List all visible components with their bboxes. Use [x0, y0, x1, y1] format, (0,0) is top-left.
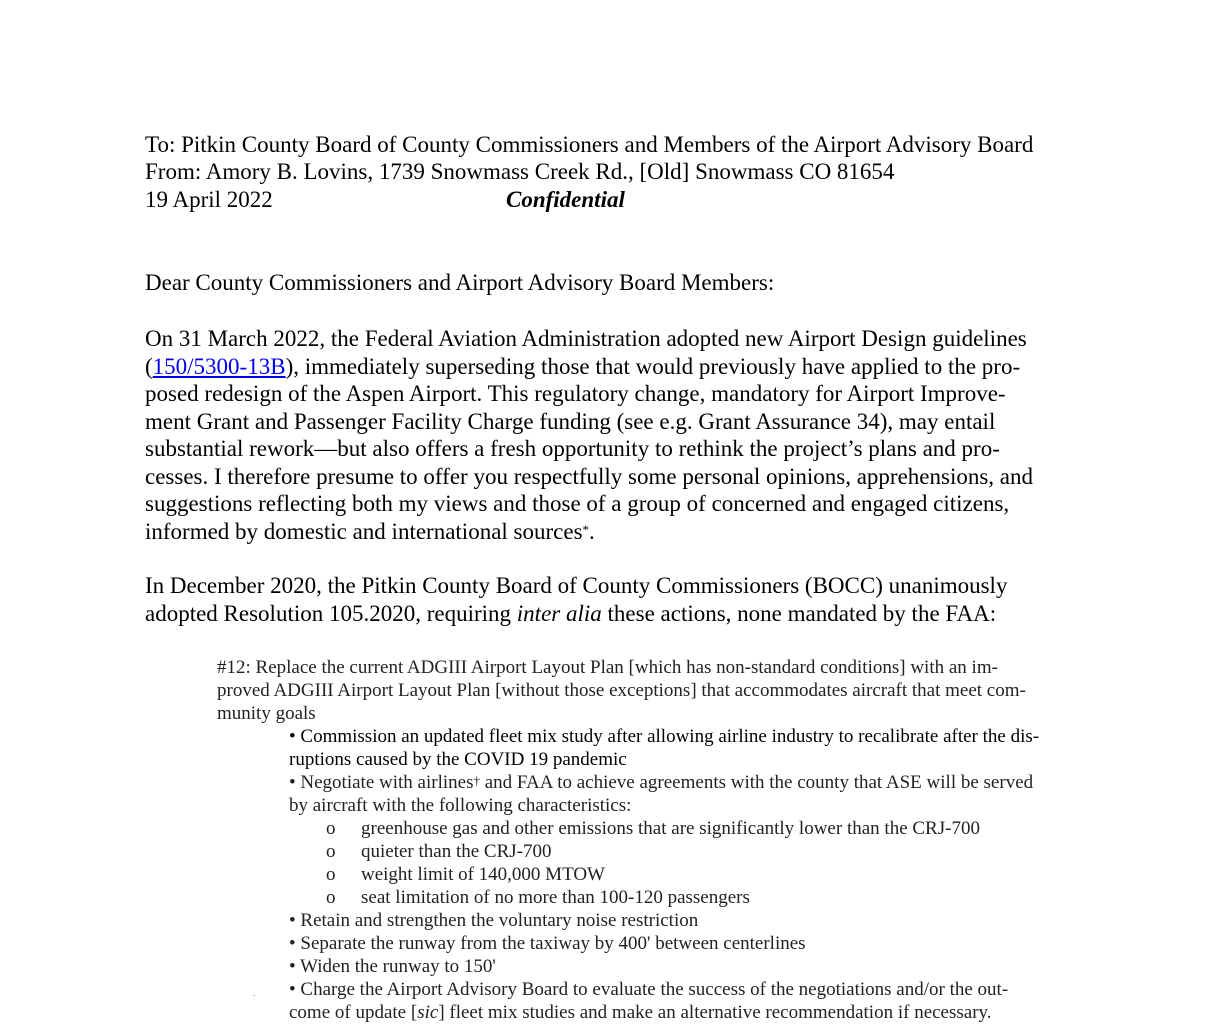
sub-bullet [326, 817, 980, 840]
paragraph-1-line: ment Grant and Passenger Facility Charge funding (see e.g. Grant Assurance 34), may entail [145, 408, 996, 434]
paragraph-1-text: informed by domestic and international sources [145, 518, 583, 544]
bullet-text: and FAA to achieve agreements with the county that ASE will be served [479, 772, 1034, 793]
sub-bullet-text: greenhouse gas and other emissions that are significantly lower than the CRJ-700 [361, 818, 980, 839]
bullet-text: come of update [ [289, 1002, 418, 1023]
margin-dot: . [253, 988, 256, 999]
paragraph-2-line: In December 2020, the Pitkin County Board of County Commissioners (BOCC) unanimously [145, 573, 1008, 598]
paragraph-1-line [145, 518, 1080, 546]
paren-open: ( [145, 353, 153, 379]
quote-line: proved ADGIII Airport Layout Plan [without those exceptions] that accommodates aircraft that meet com- [217, 680, 1026, 701]
circle-bullet-icon: o [326, 841, 336, 862]
circle-bullet-icon: o [326, 818, 336, 839]
bullet-item-cont: ruptions caused by the COVID 19 pandemic [289, 749, 627, 770]
sub-bullet-text: weight limit of 140,000 MTOW [361, 864, 605, 885]
latin-phrase: inter alia [516, 600, 602, 626]
sub-bullet [326, 863, 605, 886]
bullet-item: • Retain and strengthen the voluntary noise restriction [289, 910, 699, 931]
period: . [589, 518, 595, 544]
quote-line: munity goals [217, 703, 316, 724]
guideline-link[interactable]: 150/5300-13B [152, 353, 286, 379]
sub-bullet [326, 840, 552, 863]
circle-bullet-icon: o [326, 864, 336, 885]
sub-bullet [326, 886, 750, 909]
paragraph-1-line: On 31 March 2022, the Federal Aviation Administration adopted new Airport Design guidelines [145, 326, 1027, 351]
bullet-text: ] fleet mix studies and make an alternative recommendation if necessary. [438, 1002, 992, 1023]
sub-bullet-text: quieter than the CRJ-700 [361, 841, 552, 862]
paragraph-2-text: these actions, none mandated by the FAA: [601, 600, 997, 626]
bullet-item: • Widen the runway to 150' [289, 956, 496, 977]
bullet-item-cont: by aircraft with the following characteristics: [289, 795, 632, 816]
paragraph-1-text: ), immediately superseding those that would previously have applied to the pro- [285, 353, 1021, 379]
memo-to-line: To: Pitkin County Board of County Commissioners and Members of the Airport Advisory Board [145, 132, 1034, 157]
paragraph-1-line: cesses. I therefore presume to offer you respectfully some personal opinions, apprehensions, and [145, 463, 1034, 489]
bullet-text: • Negotiate with airlines [289, 772, 474, 793]
footnote-marker: * [582, 521, 590, 537]
memo-date: 19 April 2022 [145, 187, 273, 212]
confidential-label: Confidential [506, 187, 625, 212]
paragraph-1-line [145, 353, 1080, 381]
quote-line: #12: Replace the current ADGIII Airport Layout Plan [which has non-standard conditions] with an im- [217, 657, 998, 678]
paragraph-1-line: suggestions reflecting both my views and those of a group of concerned and engaged citizens, [145, 491, 1010, 516]
sic-annotation: sic [417, 1002, 439, 1023]
bullet-item: • Separate the runway from the taxiway by 400' between centerlines [289, 933, 806, 954]
paragraph-2 [145, 572, 1080, 627]
sub-bullet-text: seat limitation of no more than 100-120 passengers [361, 887, 750, 908]
bullet-item: • Charge the Airport Advisory Board to evaluate the success of the negotiations and/or the out- [289, 979, 1009, 1000]
paragraph-1-line: posed redesign of the Aspen Airport. This regulatory change, mandatory for Airport Improve- [145, 381, 1006, 406]
salutation: Dear County Commissioners and Airport Advisory Board Members: [145, 270, 775, 295]
memo-from-line: From: Amory B. Lovins, 1739 Snowmass Creek Rd., [Old] Snowmass CO 81654 [145, 159, 895, 184]
paragraph-2-line [145, 600, 1080, 628]
circle-bullet-icon: o [326, 887, 336, 908]
dagger-footnote-marker: † [473, 773, 480, 788]
paragraph-1 [145, 325, 1080, 545]
bullet-item [289, 771, 1033, 794]
paragraph-2-text: adopted Resolution 105.2020, requiring [145, 600, 517, 626]
bullet-item-cont [289, 1001, 992, 1024]
bullet-item: • Commission an updated fleet mix study after allowing airline industry to recalibrate after the dis- [289, 726, 1040, 747]
paragraph-1-line: substantial rework—but also offers a fresh opportunity to rethink the project’s plans and pro- [145, 436, 1000, 461]
